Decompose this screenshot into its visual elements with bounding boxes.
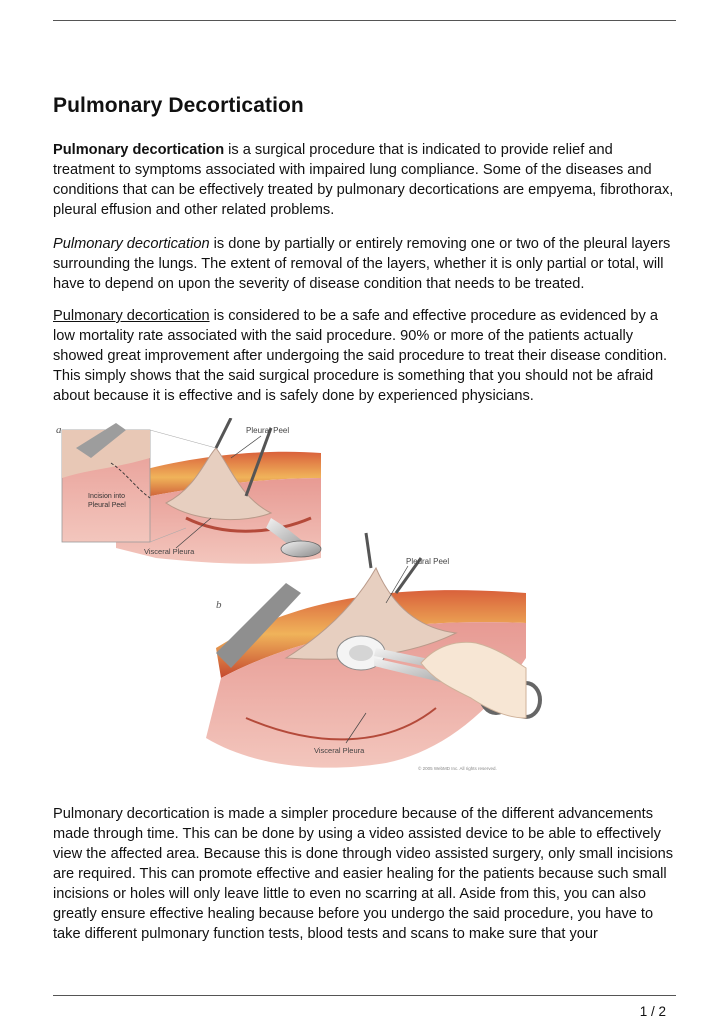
footer-rule — [53, 995, 676, 996]
copyright-notice: © 2005 WebMD Inc. All rights reserved. — [418, 766, 497, 771]
page-number: 1 / 2 — [639, 1004, 666, 1019]
incision-label-line1: Incision into — [88, 493, 125, 500]
pulmonary-decortication-link[interactable]: Pulmonary decortication — [53, 308, 210, 324]
panel-b-illustration — [206, 533, 540, 768]
paragraph-1-lead: Pulmonary decortication — [53, 142, 225, 158]
paragraph-2-lead: Pulmonary decortication — [53, 236, 210, 252]
pleural-peel-label-b: Pleural Peel — [406, 557, 450, 566]
paragraph-1 — [53, 140, 678, 220]
paragraph-2-body: is done by partially or entirely removing one or two of the pleural layers surrounding the lungs. The extent of removal of the layers, whether it is only partial or total, will have to depend on upon the severity of disease condition that needs to be treated. — [53, 236, 671, 292]
panel-a-illustration — [62, 418, 321, 564]
paragraph-1-body: is a surgical procedure that is indicated to provide relief and treatment to symptoms associated with impaired lung compliance. Some of the diseases and conditions that can be effectively treated by pulmonary decortications are empyema, fibrothorax, pleural effusion and other related problems. — [53, 142, 674, 218]
incision-label-line2: Pleural Peel — [88, 502, 126, 509]
paragraph-2 — [53, 234, 678, 294]
panel-b-label: b — [216, 599, 222, 611]
visceral-pleura-label-b: Visceral Pleura — [314, 746, 365, 755]
header-rule — [53, 20, 676, 21]
paragraph-4: Pulmonary decortication is made a simpler procedure because of the different advancements made through time. This can be done by using a video assisted device to be able to effectively view the affected area. Because this is done through video assisted surgery, only small incisions are required. This can promote effective and easier healing for the patients because such small incisions or holes will only leave little to even no scarring at all. Aside from this, you can also greatly ensure effective healing because before you undergo the said procedure, you have to take different pulmonary function tests, blood tests and scans to make sure that your — [53, 806, 674, 942]
paragraph-3 — [53, 306, 678, 406]
pleural-peel-label-a: Pleural Peel — [246, 426, 290, 435]
page-title: Pulmonary Decortication — [53, 94, 304, 117]
surgical-illustration — [56, 418, 546, 778]
visceral-pleura-label-a: Visceral Pleura — [144, 547, 195, 556]
panel-a-label: a — [56, 424, 62, 436]
paragraph-3-body: is considered to be a safe and effective procedure as evidenced by a low mortality rate associated with the said procedure. 90% or more of the patients actually showed great improvement after undergoing the said procedure to treat their disease condition. This simply shows that the said surgical procedure is something that you should not be afraid about because it is effective and is safely done by experienced physicians. — [53, 308, 668, 404]
